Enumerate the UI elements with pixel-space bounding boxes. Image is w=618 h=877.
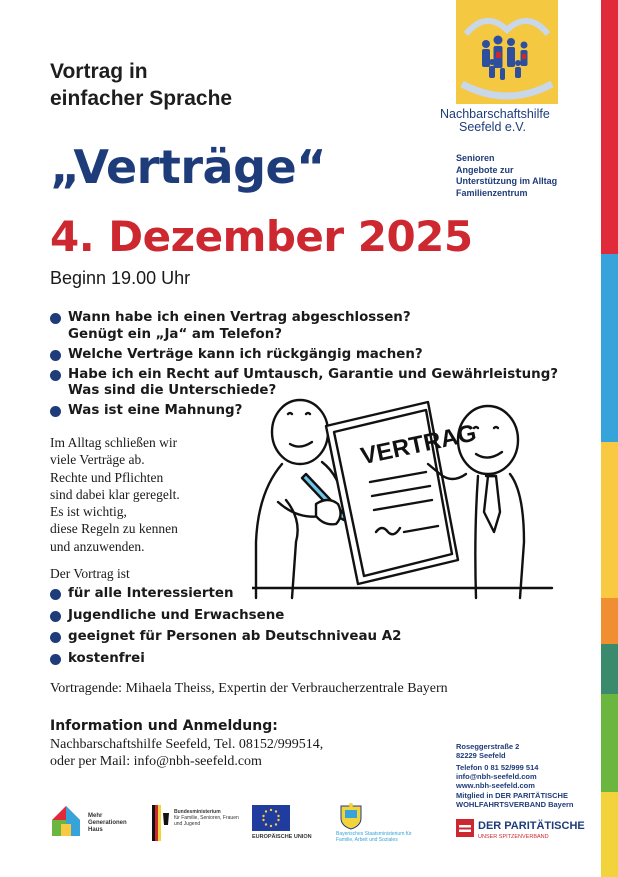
info-phone: Nachbarschaftshilfe Seefeld, Tel. 08152/999514, xyxy=(50,737,324,752)
bullet-icon xyxy=(50,654,61,665)
color-stripe-yellow-bottom xyxy=(601,792,618,877)
list-item: kostenfrei xyxy=(50,651,401,668)
paritaet-name: DER PARITÄTISCHE xyxy=(478,820,585,832)
list-item: Habe ich ein Recht auf Umtausch, Garantie und Gewährleistung? Was sind die Unterschiede? xyxy=(50,367,595,400)
contract-document-title: VERTRAG xyxy=(358,419,479,471)
audience-list xyxy=(50,586,401,672)
list-item: Welche Verträge kann ich rückgängig machen? xyxy=(50,347,595,364)
organization-offers xyxy=(456,153,557,199)
organization-offer: Angebote zur xyxy=(456,164,514,175)
color-stripe-orange xyxy=(601,598,618,644)
bullet-icon xyxy=(50,370,61,381)
color-stripe-green xyxy=(601,694,618,792)
mehrgenerationenhaus-logo-icon xyxy=(48,802,84,838)
bavarian-coat-of-arms-icon xyxy=(336,802,366,830)
start-time: Beginn 19.00 Uhr xyxy=(50,268,191,288)
color-stripe-teal xyxy=(601,644,618,694)
info-title: Information und Anmeldung: xyxy=(50,718,278,734)
bullet-icon xyxy=(50,611,61,622)
bullet-icon xyxy=(50,632,61,643)
color-stripe-red xyxy=(601,0,618,254)
nbh-family-logo xyxy=(456,0,558,104)
subtitle-line2: einfacher Sprache xyxy=(50,87,233,110)
info-email[interactable]: oder per Mail: info@nbh-seefeld.com xyxy=(50,754,262,769)
bullet-icon xyxy=(50,350,61,361)
organization-name-line1: Nachbarschaftshilfe xyxy=(440,107,550,121)
page-title: „Verträge“ xyxy=(50,140,326,194)
contract-signing-illustration xyxy=(252,392,592,602)
intro-text: Im Alltag schließen wir viele Verträge ab. Rechte und Pflichten sind dabei klar geregelt. Es ist wichtig, diese Regeln zu kennen und anzuwenden. xyxy=(50,435,180,554)
bullet-icon xyxy=(50,313,61,324)
list-item: Jugendliche und Erwachsene xyxy=(50,608,401,625)
bullet-icon xyxy=(50,406,61,417)
color-stripe-yellow xyxy=(601,442,618,598)
organization-name-line2: Seefeld e.V. xyxy=(459,120,526,134)
list-item: Wann habe ich einen Vertrag abgeschlossen? Genügt ein „Ja“ am Telefon? xyxy=(50,310,595,343)
mehrgenerationenhaus-label: Mehr Generationen Haus xyxy=(88,813,127,833)
bullet-icon xyxy=(50,589,61,600)
list-item: für alle Interessierten xyxy=(50,586,401,603)
contact-address: Roseggerstraße 2 82229 Seefeld Telefon 0 81 52/999 514 info@nbh-seefeld.com www.nbh-seefeld.com xyxy=(456,742,539,790)
color-stripe-blue xyxy=(601,254,618,442)
eu-flag-icon xyxy=(252,805,290,831)
membership-text: Mitglied in DER PARITÄTISCHE WOHLFAHRTSVERBAND Bayern xyxy=(456,791,574,809)
paritaet-subline: UNSER SPITZENVERBAND xyxy=(478,834,549,840)
bmfsfj-label: Bundesministerium für Familie, Senioren, Frauen und Jugend xyxy=(174,809,239,827)
organization-offer: Senioren xyxy=(456,153,495,163)
list-item: Was ist eine Mahnung? xyxy=(50,403,595,420)
event-date: 4. Dezember 2025 xyxy=(50,212,473,261)
federal-eagle-icon xyxy=(152,805,170,841)
subtitle xyxy=(50,58,232,112)
bayern-ministry-label: Bayerisches Staatsministerium für Familie, Arbeit und Soziales xyxy=(336,831,412,843)
speaker-text: Vortragende: Mihaela Theiss, Expertin der Verbraucherzentrale Bayern xyxy=(50,681,448,696)
audience-intro: Der Vortrag ist xyxy=(50,566,130,581)
organization-offer: Familienzentrum xyxy=(456,187,528,198)
organization-offer: Unterstützung im Alltag xyxy=(456,176,558,186)
list-item: geeignet für Personen ab Deutschniveau A2 xyxy=(50,629,401,646)
subtitle-line1: Vortrag in xyxy=(50,60,148,83)
organization-name xyxy=(440,108,550,134)
eu-label: EUROPÄISCHE UNION xyxy=(252,834,312,840)
